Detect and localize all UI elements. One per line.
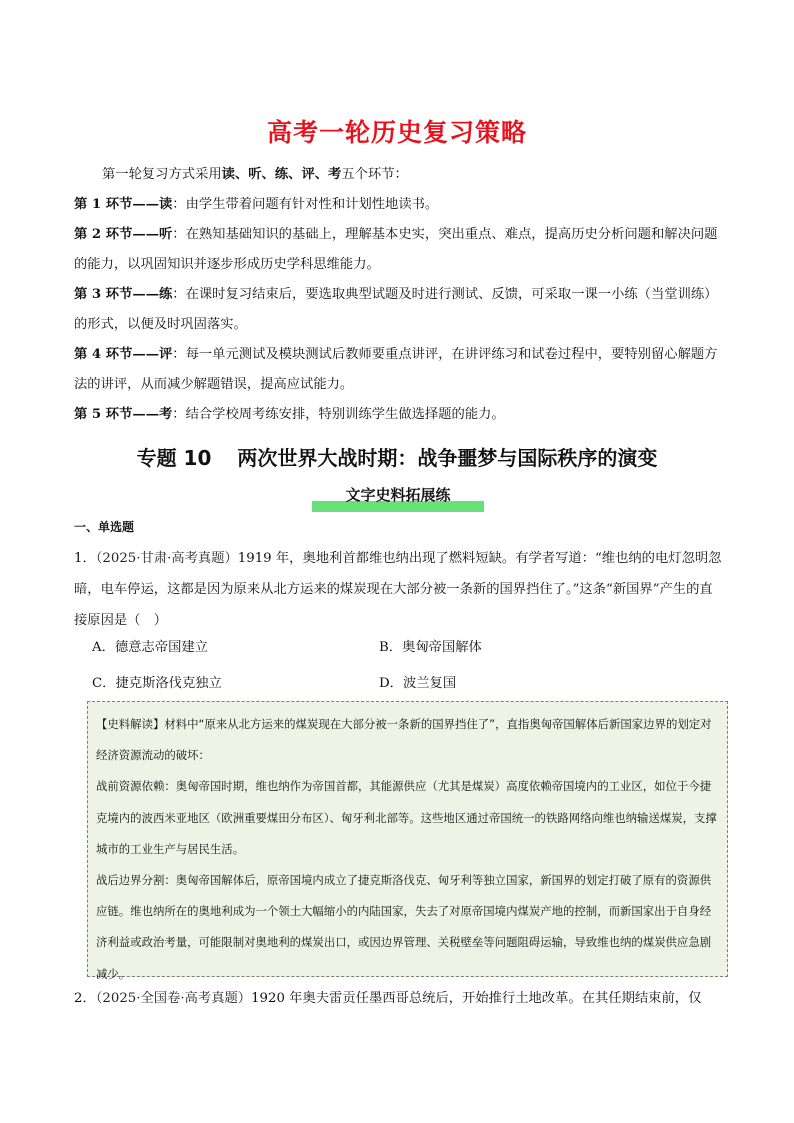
intro-lead-tail: 五个环节： [341, 167, 408, 182]
step-2-label: 第 2 环节——听 [74, 227, 173, 242]
main-title: 高考一轮历史复习策略 [266, 118, 527, 147]
question-text: 1919 年，奥地利首都维也纳出现了燃料短缺。有学者写道：“维也纳的电灯忽明忽暗，电车停运，这都是因为原来从北方运来的煤炭现在大部分被一条新的国界挡住了。”这条“新国界”产生的直接原因是（ ） [74, 551, 722, 628]
step-1-text: ：由学生带着问题有针对性和计划性地读书。 [172, 197, 439, 212]
topic-title [0, 442, 794, 471]
step-4-label: 第 4 环节——评 [74, 347, 173, 362]
step-3 [74, 280, 726, 340]
question-2 [74, 983, 724, 1014]
question-source: （2025·甘肃·高考真题） [95, 551, 238, 566]
analysis-postwar: 战后边界分割：奥匈帝国解体后，原帝国境内成立了捷克斯洛伐克、匈牙利等独立国家，新国界的划定打破了原有的资源供应链。维也纳所在的奥地利成为一个领土大幅缩小的内陆国家，失去了对原帝国境内煤炭产地的控制，而新国家出于自身经济利益或政治考量，可能限制对奥地利的煤炭出口，或因边界管理、关税壁垒等问题阻碍运输，导致维也纳的煤炭供应急剧减少。 [96, 873, 712, 981]
topic-number: 专题 10 [136, 446, 212, 470]
question-source: （2025·全国卷·高考真题） [95, 991, 252, 1006]
topic-title-text: 两次世界大战时期：战争噩梦与国际秩序的演变 [237, 446, 658, 470]
section-heading: 一、单选题 [74, 520, 135, 534]
option-b[interactable]: B．奥匈帝国解体 [379, 640, 482, 655]
step-4 [74, 340, 726, 400]
topic-subtitle-banner [312, 482, 484, 514]
analysis-prewar: 战前资源依赖：奥匈帝国时期，维也纳作为帝国首都，其能源供应（尤其是煤炭）高度依赖帝国境内的工业区，如位于今捷克境内的波西米亚地区（欧洲重要煤田分布区）、匈牙利北部等。这些地区通过帝国统一的铁路网络向维也纳输送煤炭，支撑城市的工业生产与居民生活。 [96, 779, 717, 856]
option-a[interactable]: A．德意志帝国建立 [92, 640, 208, 655]
step-1-label: 第 1 环节——读 [74, 197, 173, 212]
analysis-box [87, 701, 728, 981]
question-text: 1920 年奥夫雷贡任墨西哥总统后，开始推行土地改革。在其任期结束前，仅 [251, 991, 702, 1006]
step-3-label: 第 3 环节——练 [74, 287, 173, 302]
intro-lead [74, 160, 726, 190]
step-3-text: ：在课时复习结束后，要选取典型试题及时进行测试、反馈，可采取一课一小练（当堂训练）的形式，以便及时巩固落实。 [74, 287, 718, 332]
intro-lead-bold: 读、听、练、评、考 [221, 167, 342, 182]
question-number: 1． [74, 551, 96, 566]
question-1 [74, 543, 724, 636]
option-d[interactable]: D．波兰复国 [379, 676, 457, 691]
step-5 [74, 400, 726, 430]
step-2 [74, 220, 726, 280]
intro-lead-text: 第一轮复习方式采用 [102, 167, 222, 182]
review-strategy-intro [74, 160, 726, 430]
analysis-intro: 【史料解读】材料中“原来从北方运来的煤炭现在大部分被一条新的国界挡住了”，直指奥匈帝国解体后新国家边界的划定对经济资源流动的破坏： [96, 717, 712, 763]
step-2-text: ：在熟知基础知识的基础上，理解基本史实，突出重点、难点，提高历史分析问题和解决问题的能力，以巩固知识并逐步形成历史学科思维能力。 [74, 227, 718, 272]
topic-subtitle: 文字史料拓展练 [345, 486, 451, 504]
step-5-label: 第 5 环节——考 [74, 407, 173, 422]
step-1 [74, 190, 726, 220]
step-5-text: ：结合学校周考练安排，特别训练学生做选择题的能力。 [172, 407, 505, 422]
question-2-stem [74, 983, 724, 1014]
step-4-text: ：每一单元测试及模块测试后教师要重点讲评，在讲评练习和试卷过程中，要特别留心解题方法的讲评，从而减少解题错误，提高应试能力。 [74, 347, 718, 392]
question-number: 2． [74, 991, 96, 1006]
option-c[interactable]: C．捷克斯洛伐克独立 [92, 676, 222, 691]
question-1-stem [74, 543, 724, 636]
